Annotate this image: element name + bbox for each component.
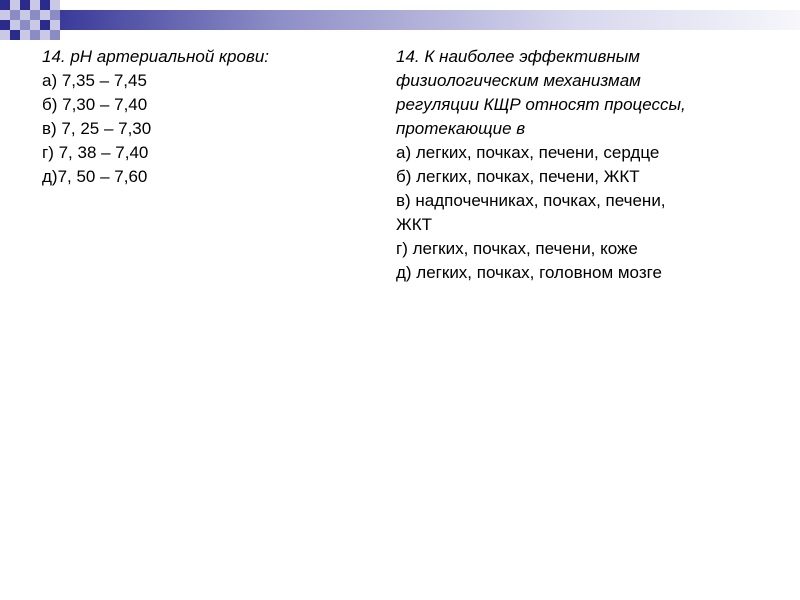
left-question-title: 14. рН артериальной крови: <box>42 47 270 66</box>
checker-square <box>40 10 50 20</box>
left-option-d: г) 7, 38 – 7,40 <box>42 143 149 162</box>
right-option-e: д) легких, почках, головном мозге <box>396 263 662 282</box>
checker-square <box>10 20 20 30</box>
checker-square <box>0 10 10 20</box>
right-question-block <box>396 45 776 285</box>
right-option-d: г) легких, почках, печени, коже <box>396 239 638 258</box>
checker-square <box>0 30 10 40</box>
checker-square <box>10 10 20 20</box>
right-question-title-line: физиологическим механизмам <box>396 71 641 90</box>
checker-square <box>40 30 50 40</box>
checker-square <box>30 10 40 20</box>
left-option-a: а) 7,35 – 7,45 <box>42 71 147 90</box>
left-option-c: в) 7, 25 – 7,30 <box>42 119 152 138</box>
left-option-e: д)7, 50 – 7,60 <box>42 167 148 186</box>
checker-square <box>40 0 50 10</box>
title-gradient-bar <box>60 10 800 30</box>
right-question-title-line: 14. К наиболее эффективным <box>396 47 640 66</box>
right-option-a: а) легких, почках, печени, сердце <box>396 143 660 162</box>
checker-square <box>0 0 10 10</box>
checker-square <box>40 20 50 30</box>
checker-square <box>50 0 60 10</box>
left-question-block <box>42 45 362 189</box>
checker-square <box>30 20 40 30</box>
checker-square <box>20 30 30 40</box>
left-option-b: б) 7,30 – 7,40 <box>42 95 148 114</box>
checker-square <box>30 0 40 10</box>
right-question-title-line: регуляции КЩР относят процессы, <box>396 95 686 114</box>
checker-square <box>30 30 40 40</box>
checker-square <box>50 30 60 40</box>
right-option-c: в) надпочечниках, почках, печени, <box>396 191 666 210</box>
checker-square <box>20 0 30 10</box>
checker-square <box>20 20 30 30</box>
right-option-c-continued: ЖКТ <box>396 215 432 234</box>
checkerboard-decoration <box>0 0 60 40</box>
right-question-title-line: протекающие в <box>396 119 526 138</box>
checker-square <box>0 20 10 30</box>
checker-square <box>10 0 20 10</box>
checker-square <box>10 30 20 40</box>
checker-square <box>20 10 30 20</box>
checker-square <box>50 10 60 20</box>
right-option-b: б) легких, почках, печени, ЖКТ <box>396 167 640 186</box>
checker-square <box>50 20 60 30</box>
